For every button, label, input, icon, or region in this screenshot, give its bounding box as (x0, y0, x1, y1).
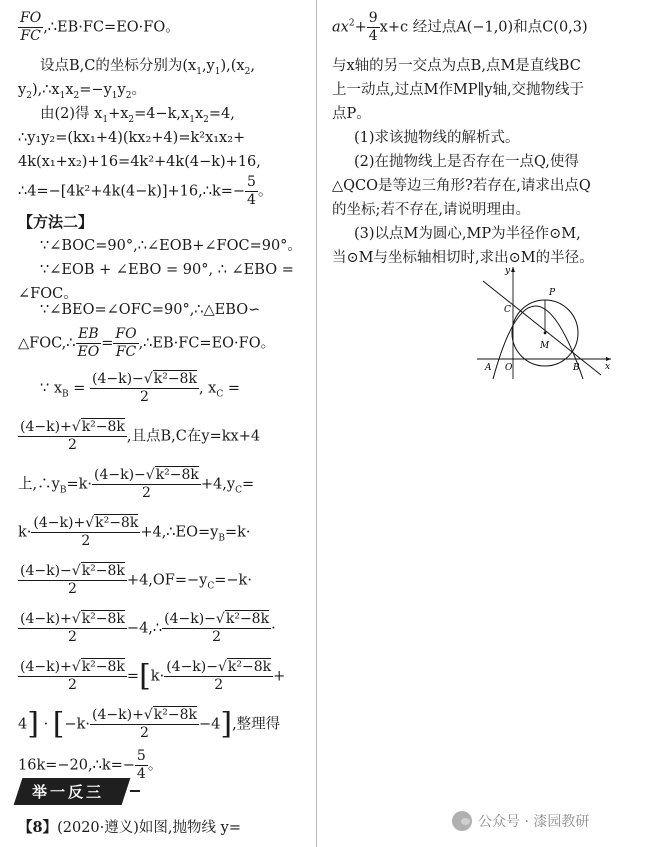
watermark (452, 811, 589, 831)
column-divider (316, 0, 317, 847)
line-similar: ∵∠BEO=∠OFC=90°,∴△EBO∽ (40, 302, 261, 318)
line-coords: 设点B,C的坐标分别为$(x_1,y_1),(x_2$, (40, 58, 255, 77)
line-angle-2: ∵∠EOB + ∠EBO = 90°, ∴ ∠EBO = (40, 262, 294, 278)
section-banner (18, 778, 140, 804)
label-y: y (505, 266, 511, 276)
line-eo: k· $\frac{\text{(4−k)+√k²−8k}}{2}$ $+4,\therefore EO=y_B=k\cdot$ (18, 515, 251, 549)
line-product: $y_2),\therefore x_1x_2=-y_1y_2$。 (18, 82, 146, 101)
line-bracket-2: 4] · [−k· $\frac{\text{(4−k)+√k²−8k}}{2}$ −4],整理得 (18, 706, 281, 742)
label-b: B (573, 363, 580, 373)
line-final-k: 16k=−20,∴k=− $\frac{5}{4}$ 。 (18, 748, 163, 782)
line-expansion: 4k(x₁+x₂)+16=4k²+4k(4−k)+16, (18, 154, 261, 170)
line-angle-3: ∠FOC。 (18, 286, 78, 302)
line-point-m: 上一动点,过点M作MP∥y轴,交抛物线于 (332, 82, 585, 98)
line-yb: 上$,\therefore y_B=k\cdot$ $\frac{\text{(4−k)−√k²−8k}}{2}$ $+4,y_C=$ (18, 467, 255, 501)
question-2-line-1: (2)在抛物线上是否存在一点Q,使得 (354, 154, 579, 170)
label-c: C (504, 305, 511, 315)
problem-8-start: 【8】(2020·遵义)如图,抛物线 y= (18, 819, 241, 836)
line-similar-ratio: △FOC,∴ $\frac{EB}{EO}$ = $\frac{FO}{FC}$ ,∴EB·FC=EO·FO。 (18, 326, 276, 360)
line-of: $\frac{\text{(4−k)−√k²−8k}}{2}$ $+4,OF=-y_C=-k\cdot$ (20, 563, 252, 597)
line-point-p: 点P。 (332, 106, 371, 122)
question-2-line-3: 的坐标;若不存在,请说明理由。 (332, 202, 530, 218)
label-p: P (549, 288, 556, 298)
method-two-heading: 【方法二】 (18, 213, 94, 231)
line-bracket-1: $\frac{\text{(4−k)+√k²−8k}}{2}$ =[k· $\frac{\text{(4−k)−√k²−8k}}{2}$ + (20, 658, 286, 694)
wechat-icon (452, 811, 472, 831)
line-ratio: $\frac{FO}{FC}$ ,∴EB·FC=EO·FO。 (20, 10, 180, 44)
banner-label: 举一反三 (32, 782, 105, 801)
question-3-line-1: (3)以点M为圆心,MP为半径作⊙M, (354, 226, 581, 242)
question-1: (1)求该抛物线的解析式。 (354, 130, 520, 146)
question-3-line-2: 当⊙M与坐标轴相切时,求出⊙M的半径。 (332, 250, 594, 266)
problem-number: 【8】 (18, 819, 58, 836)
line-angle-1: ∵∠BOC=90°,∴∠EOB+∠FOC=90°。 (40, 238, 302, 254)
question-2-line-2: △QCO是等边三角形?若存在,请求出点Q (332, 178, 591, 194)
label-m: M (540, 341, 550, 351)
line-product-eq: $\frac{\text{(4−k)+√k²−8k}}{2}$ −4,∴ $\frac{\text{(4−k)−√k²−8k}}{2}$ · (20, 611, 276, 645)
line-parabola: $ax^2+$ $\frac{9}{4}$ x+c 经过点A(−1,0)和点C(0,3) (332, 10, 588, 44)
center-m (544, 332, 547, 335)
label-a: A (485, 363, 492, 373)
watermark-text: 公众号 · 漆园教研 (478, 814, 590, 830)
label-x: x (605, 362, 611, 372)
line-bc (483, 281, 601, 375)
line-xc: $\frac{\text{(4−k)+√k²−8k}}{2}$ ,且点B,C在y=kx+4 (20, 419, 261, 453)
line-y-product: ∴y₁y₂=(kx₁+4)(kx₂+4)=k²x₁x₂+ (18, 130, 246, 146)
label-o: O (505, 363, 513, 373)
line-point-b: 与x轴的另一交点为点B,点M是直线BC (332, 58, 581, 74)
parabola-figure (475, 263, 615, 381)
line-vieta: 由(2)得 $x_1+x_2=4-k,x_1x_2=4$, (40, 106, 235, 125)
line-xb: ∵ $x_B$ = $\frac{\text{(4−k)−√k²−8k}}{2}$ , $x_C$ = (40, 371, 240, 405)
line-k-result: ∴4=−[4k²+4k(4−k)]+16,∴k=− $\frac{5}{4}$ 。 (18, 174, 273, 208)
